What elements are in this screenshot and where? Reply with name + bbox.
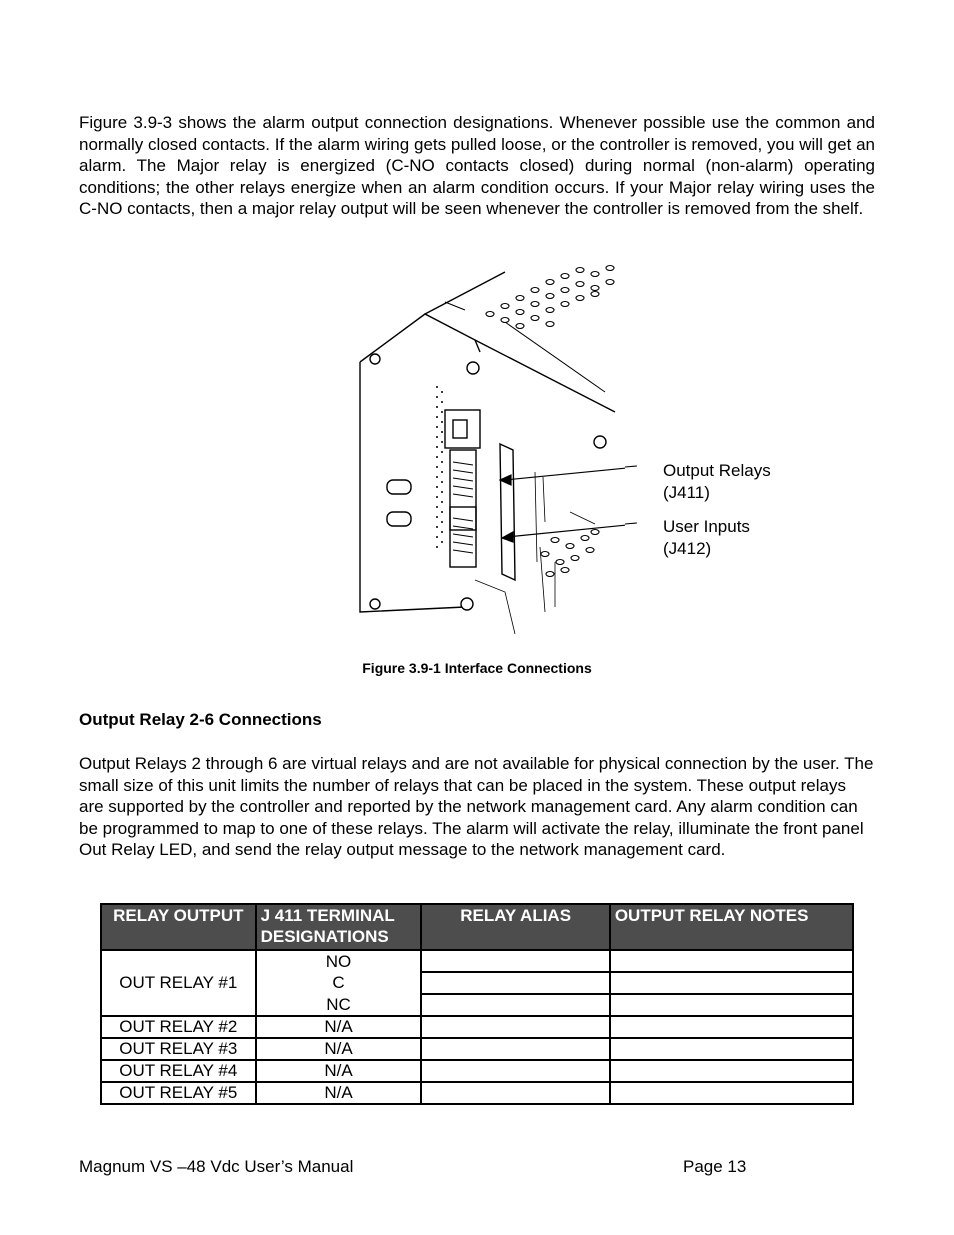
relay-terminal: N/A [256, 1038, 422, 1060]
header-output-relay-notes: OUTPUT RELAY NOTES [610, 904, 853, 950]
relay-1-terminal-nc: NC [256, 994, 422, 1016]
callout-output-relays-line2: (J411) [663, 483, 710, 502]
relay-terminal: N/A [256, 1060, 422, 1082]
relay-1-notes-cell[interactable] [610, 950, 853, 972]
relay-alias-cell[interactable] [421, 1038, 609, 1060]
callout-output-relays [663, 460, 771, 504]
relay-notes-cell[interactable] [610, 1060, 853, 1082]
relay-1-terminal-no: NO [256, 950, 422, 972]
relay-name: OUT RELAY #2 [101, 1016, 256, 1038]
relay-terminal: N/A [256, 1016, 422, 1038]
relay-1-name: OUT RELAY #1 [101, 950, 256, 1016]
section-heading: Output Relay 2-6 Connections [79, 710, 322, 729]
relay-alias-cell[interactable] [421, 1060, 609, 1082]
intro-paragraph: Figure 3.9-3 shows the alarm output connection designations. Whenever possible use the common and normally closed contacts. If the alarm wiring gets pulled loose, or the controller is removed, you will get an alarm. The Major relay is energized (C-NO contacts closed) during normal (non-alarm) operating conditions; the other relays energize when an alarm condition occurs. If your Major relay wiring uses the C-NO contacts, then a major relay output will be seen whenever the controller is removed from the shelf. [79, 113, 875, 219]
header-terminal: J 411 TERMINAL DESIGNATIONS [256, 904, 422, 950]
relay-name: OUT RELAY #3 [101, 1038, 256, 1060]
relay-alias-cell[interactable] [421, 1082, 609, 1104]
relay-1-notes-cell[interactable] [610, 972, 853, 994]
interface-connections-figure [355, 262, 625, 634]
relay-1-notes-cell[interactable] [610, 994, 853, 1016]
callout-user-inputs [663, 516, 750, 560]
callout-output-relays-line1: Output Relays [663, 461, 771, 480]
footer-page-number: Page 13 [683, 1157, 747, 1176]
callout-line-output-relays [625, 465, 637, 467]
table-row [101, 1016, 853, 1038]
relay-notes-cell[interactable] [610, 1016, 853, 1038]
relay-notes-cell[interactable] [610, 1038, 853, 1060]
relay-1-alias-cell[interactable] [421, 994, 609, 1016]
table-row [101, 950, 853, 972]
callout-user-inputs-line2: (J412) [663, 539, 712, 558]
relay-alias-cell[interactable] [421, 1016, 609, 1038]
header-relay-alias: RELAY ALIAS [421, 904, 609, 950]
relay-1-alias-cell[interactable] [421, 972, 609, 994]
relay-table [100, 903, 854, 1105]
table-row [101, 1060, 853, 1082]
section-body: Output Relays 2 through 6 are virtual relays and are not available for physical connection by the user. The small size of this unit limits the number of relays that can be placed in the system. These output relays are supported by the controller and reported by the network management card. Any alarm condition can be programmed to map to one of these relays. The alarm will activate the relay, illuminate the front panel Out Relay LED, and send the relay output message to the network management card. [79, 754, 874, 860]
table-header-row [101, 904, 853, 950]
relay-notes-cell[interactable] [610, 1082, 853, 1104]
relay-name: OUT RELAY #5 [101, 1082, 256, 1104]
relay-name: OUT RELAY #4 [101, 1060, 256, 1082]
header-relay-output: RELAY OUTPUT [101, 904, 256, 950]
relay-terminal: N/A [256, 1082, 422, 1104]
callout-line-user-inputs [625, 522, 637, 524]
figure-caption: Figure 3.9-1 Interface Connections [362, 660, 592, 676]
relay-1-terminal-c: C [256, 972, 422, 994]
callout-user-inputs-line1: User Inputs [663, 517, 750, 536]
table-row [101, 1082, 853, 1104]
footer-title: Magnum VS –48 Vdc User’s Manual [79, 1157, 354, 1176]
table-row [101, 1038, 853, 1060]
relay-1-alias-cell[interactable] [421, 950, 609, 972]
